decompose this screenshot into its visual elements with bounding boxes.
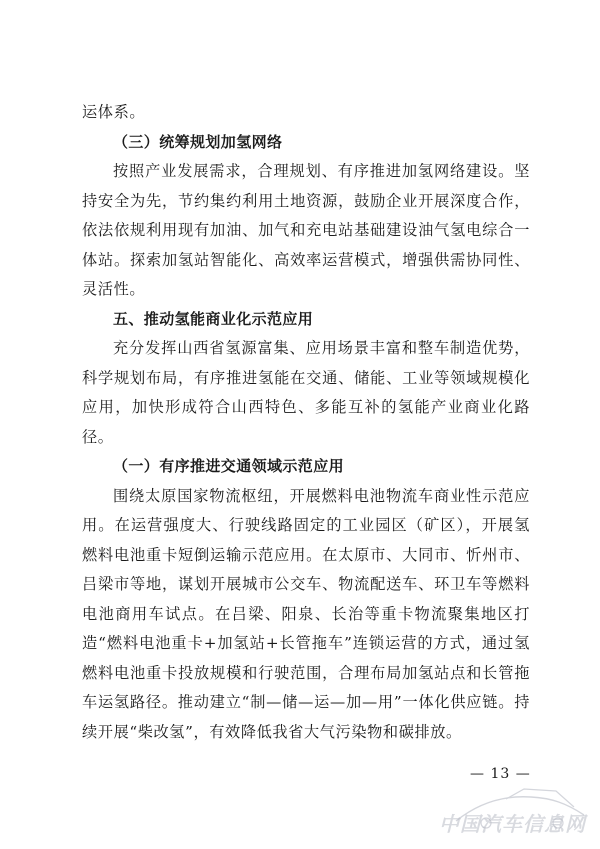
section-3-heading: （三）统筹规划加氢网络 [113, 132, 283, 151]
paragraph-continuation: 运体系。 [82, 103, 146, 121]
site-watermark [439, 808, 586, 837]
section-5-heading: 五、推动氢能商业化示范应用 [113, 309, 314, 328]
section-5-1-heading: （一）有序推进交通领域示范应用 [113, 457, 345, 475]
section-5-paragraph: 充分发挥山西省氢源富集、应用场景丰富和整车制造优势，科学规划布局，有序推进氢能在交通、储能、工业等领域规模化应用，加快形成符合山西特色、多能互补的氢能产业商业化路径。 [82, 339, 530, 446]
section-5-1-paragraph: 围绕太原国家物流枢纽，开展燃料电池物流车商业性示范应用。在运营强度大、行驶线路固定的工业园区（矿区），开展氢燃料电池重卡短倒运输示范应用。在太原市、大同市、忻州市、吕梁市等地，谋划开展城市公交车、物流配送车、环卫车等燃料电池商用车试点。在吕梁、阳泉、长治等重卡物流聚集地区打造“燃料电池重卡+加氢站+长管拖车”连锁运营的方式，通过氢燃料电池重卡投放规模和行驶范围，合理布局加氢站点和长管拖车运氢路径。推动建立“制—储—运—加—用”一体化供应链。持续开展“柴改氢”，有效降低我省大气污染物和碳排放。 [82, 486, 530, 741]
document-body [82, 98, 530, 747]
section-3-paragraph: 按照产业发展需求，合理规划、有序推进加氢网络建设。坚持安全为先，节约集约利用土地资源，鼓励企业开展深度合作，依法依规利用现有加油、加气和充电站基础建设油气氢电综合一体站。探索加氢站智能化、高效率运营模式，增强供需协同性、灵活性。 [82, 162, 530, 298]
page-number: — 13 — [470, 766, 531, 782]
watermark-text: 中国汽车信息网 [439, 812, 586, 836]
